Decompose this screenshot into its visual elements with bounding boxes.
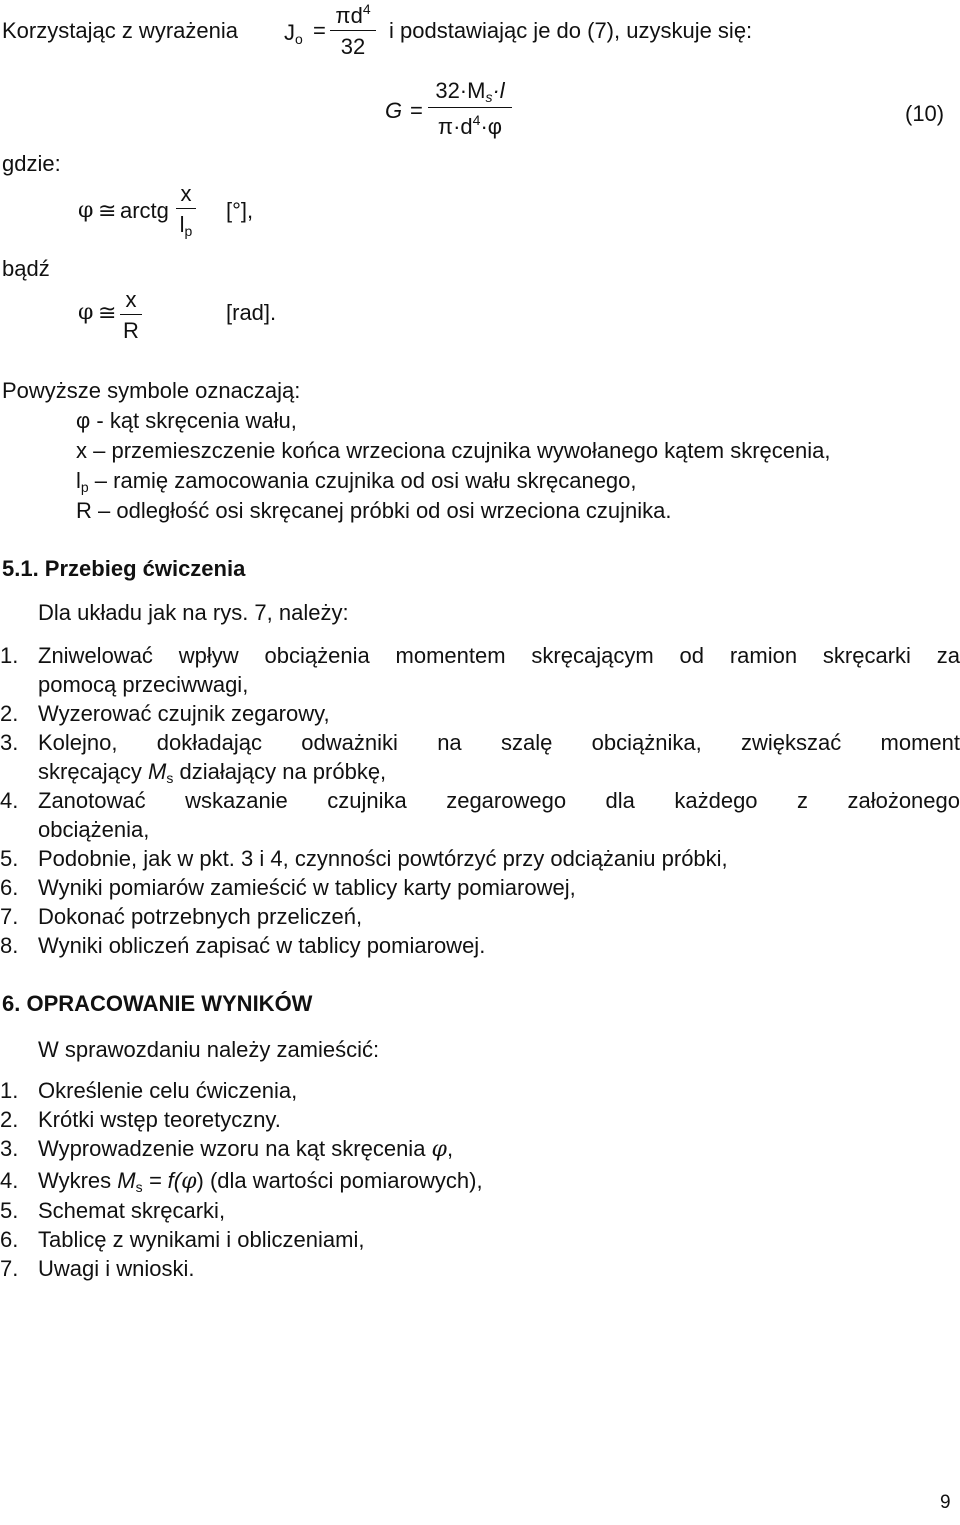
list-number: 5. [0,846,19,871]
list-number: 4. [0,788,19,813]
list-item-text: Uwagi i wnioski. [38,1256,195,1281]
list-item-text: skręcający $M_s$ działający na próbkę, [38,759,387,786]
approx-sign: ≅ [98,198,117,223]
eq10-equals: = [410,98,423,123]
list-item-text: Wyniki pomiarów zamieścić w tablicy karty pomiarowej, [38,875,576,900]
unit-radians: [rad]. [226,300,277,325]
list-item-text: Krótki wstęp teoretyczny. [38,1107,281,1132]
list-item-text: Zniwelować wpływ obciążenia momentem skręcającym od ramion skręcarki za [38,643,960,668]
symbol-r-definition: R – odległość osi skręcanej próbki od osi wrzeciona czujnika. [76,498,672,523]
list-item-text: obciążenia, [38,817,150,842]
section-5-1-intro: Dla układu jak na rys. 7, należy: [38,600,349,625]
list-item-text: Wyzerować czujnik zegarowy, [38,701,330,726]
list-item-text: Dokonać potrzebnych przeliczeń, [38,904,363,929]
symbol-x-definition: x – przemieszczenie końca wrzeciona czujnika wywołanego kątem skręcenia, [76,438,831,463]
symbols-heading: Powyższe symbole oznaczają: [2,378,301,403]
arctg-fraction: $\frac{x}{l_p}$ [176,183,196,238]
xr-fraction: $\frac{x}{R}$ [120,289,142,342]
list-item [0,645,960,699]
list-item-text: Wyprowadzenie wzoru na kąt skręcenia φ, [38,1136,454,1162]
unit-degrees: [°], [226,198,254,223]
approx-sign: ≅ [98,300,117,325]
list-number: 8. [0,933,19,958]
eq10-lhs: G [385,98,403,123]
list-item-text: Wyniki obliczeń zapisać w tablicy pomiarowej. [38,933,486,958]
symbol-phi-definition: φ - kąt skręcenia wału, [76,408,297,433]
page-number: 9 [940,1492,951,1513]
list-number: 2. [0,701,19,726]
equation-number: (10) [905,101,945,126]
jo-fraction: $\frac{\pi d^4}{32}$ [330,2,376,58]
gdzie-label: gdzie: [2,151,61,176]
list-number: 7. [0,1256,19,1281]
list-item-text: Schemat skręcarki, [38,1198,226,1223]
list-number: 4. [0,1168,19,1193]
section-6-intro: W sprawozdaniu należy zamieścić: [38,1037,380,1062]
list-number: 3. [0,1136,19,1161]
intro-continuation: i podstawiając je do (7), uzyskuje się: [389,18,753,43]
list-item-text: Określenie celu ćwiczenia, [38,1078,298,1103]
list-item-text: Zanotować wskazanie czujnika zegarowego dla każdego z założonego [38,788,960,813]
list-number: 1. [0,643,19,668]
list-number: 5. [0,1198,19,1223]
list-number: 6. [0,1227,19,1252]
eq10-fraction: $\frac{32\cdot M_s\cdot l}{\pi\cdot d^4\cdot\varphi}$ [428,80,512,138]
section-heading-6: 6. OPRACOWANIE WYNIKÓW [2,991,313,1016]
list-item-text: Wykres $M_s = f(\varphi)$ (dla wartości pomiarowych), [38,1168,483,1195]
intro-text: Korzystając z wyrażenia [2,18,238,43]
list-item-text: Tablicę z wynikami i obliczeniami, [38,1227,365,1252]
arctg-function: arctg [120,198,169,223]
equals-sign: = [313,18,326,43]
jo-symbol: $J_o$ [284,20,303,47]
list-number: 2. [0,1107,19,1132]
section-heading-5-1: 5.1. Przebieg ćwiczenia [2,556,246,581]
phi-symbol: φ [78,198,94,223]
phi-symbol: φ [78,300,94,325]
symbol-lp-definition: $l_p$ – ramię zamocowania czujnika od osi wału skręcanego, [76,468,637,495]
list-item-text: Kolejno, dokładając odważniki na szalę obciążnika, zwiększać moment [38,730,960,755]
list-item-text: Podobnie, jak w pkt. 3 i 4, czynności powtórzyć przy odciążaniu próbki, [38,846,728,871]
list-number: 7. [0,904,19,929]
list-item-text: pomocą przeciwwagi, [38,672,249,697]
list-number: 3. [0,730,19,755]
list-number: 1. [0,1078,19,1103]
list-number: 6. [0,875,19,900]
badz-label: bądź [2,256,50,281]
